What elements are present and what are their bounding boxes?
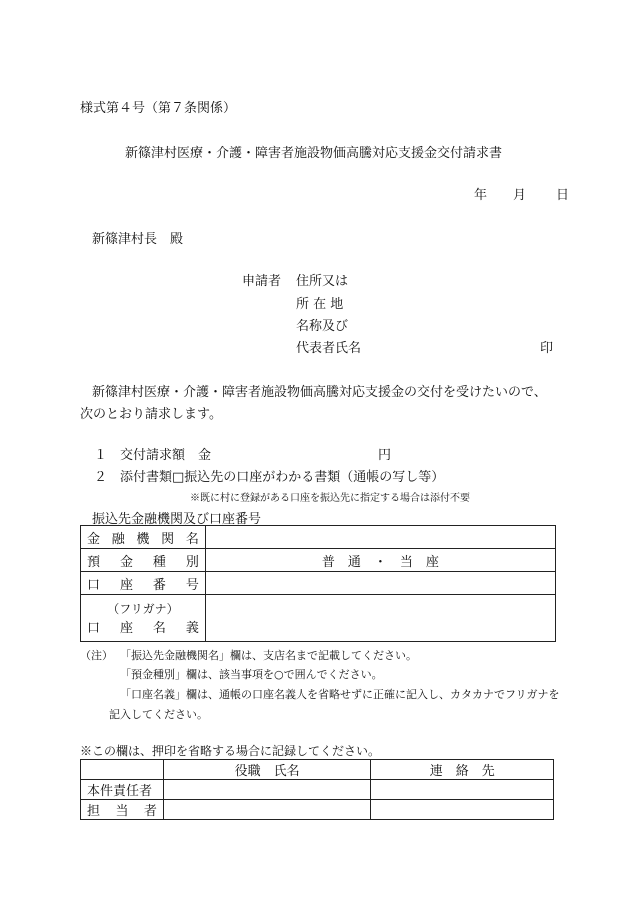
bank-account-table [80,525,556,642]
bank-name-field[interactable] [205,526,555,549]
staff-label: 担 当 者 [81,800,164,820]
applicant-label: 申請者 [242,274,282,289]
table-row [81,549,556,572]
date-day: 日 [556,188,570,203]
item-1-number: １ [94,448,108,463]
account-number-field[interactable] [205,572,555,595]
applicant-name-line1: 名称及び [296,319,349,334]
table-row [81,526,556,549]
applicant-name-line2: 代表者氏名 [296,341,362,356]
deposit-type-field[interactable]: 普 通 ・ 当 座 [205,549,555,572]
contact-header-title-name: 役職 氏名 [163,760,371,780]
contact-note: ※この欄は、押印を省略する場合に記録してください。 [80,744,381,758]
furigana-label: （フリガナ） [107,602,179,616]
account-holder-field[interactable] [205,595,555,642]
staff-name-field[interactable] [163,800,371,820]
note-line-3: 「口座名義」欄は、通帳の口座名義人を省略せずに正確に記入し、カタカナでフリガナを [120,688,560,701]
deposit-type-label: 預 金 種 別 [81,549,206,572]
account-holder-label: （フリガナ） 口 座 名 義 [81,595,206,642]
body-text-line2: 次のとおり請求します。 [80,407,222,422]
note-line-4: 記入してください。 [109,708,208,721]
notes-prefix: （注） [80,649,113,662]
form-number: 様式第４号（第７条関係） [80,101,237,116]
applicant-address-line1: 住所又は [296,274,349,289]
body-text-line1: 新篠津村医療・介護・障害者施設物価高騰対応支援金の交付を受けたいので、 [92,385,547,400]
seal-mark: 印 [540,341,554,356]
table-row [81,572,556,595]
note-line-1: 「振込先金融機関名」欄は、支店名まで記載してください。 [120,649,417,662]
table-row [81,595,556,642]
addressee: 新篠津村長 殿 [92,232,184,247]
responsible-person-name-field[interactable] [163,780,371,800]
bank-name-label: 金 融 機 関 名 [81,526,206,549]
item-2-label: 添付書類□振込先の口座がわかる書類（通帳の写し等） [120,470,445,485]
staff-contact-field[interactable] [371,800,554,820]
responsible-person-label: 本件責任者 [81,780,164,800]
responsible-person-contact-field[interactable] [371,780,554,800]
item-1-unit: 円 [378,448,392,463]
document-title: 新篠津村医療・介護・障害者施設物価高騰対応支援金交付請求書 [125,146,503,161]
contact-table [80,759,554,820]
table-row [81,780,554,800]
contact-header-blank [81,760,164,780]
table-row [81,800,554,820]
date-year: 年 [474,188,488,203]
bank-table-caption: 振込先金融機関及び口座番号 [92,512,262,527]
date-month: 月 [513,188,527,203]
item-1-label: 交付請求額 金 [120,448,212,463]
item-2-number: ２ [94,470,108,485]
contact-header-contact: 連 絡 先 [371,760,554,780]
item-note: ※既に村に登録がある口座を振込先に指定する場合は添付不要 [190,493,470,504]
table-row [81,760,554,780]
applicant-address-line2: 所 在 地 [296,297,344,312]
account-number-label: 口 座 番 号 [81,572,206,595]
note-line-2: 「預金種別」欄は、該当事項を○で囲んでください。 [120,668,383,681]
